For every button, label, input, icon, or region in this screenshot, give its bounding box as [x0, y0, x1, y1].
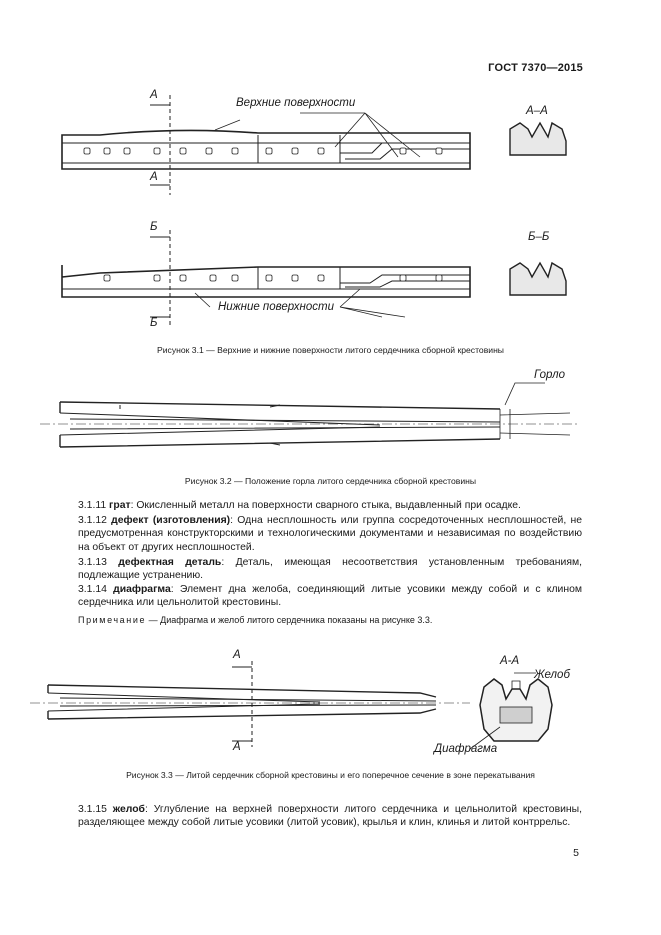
- section-aa-rail-drawing: [470, 673, 552, 749]
- section-mark-b-bottom: Б: [150, 317, 158, 329]
- page-number: 5: [573, 847, 579, 859]
- section-bb-label: Б–Б: [528, 231, 550, 243]
- figure-3-1: [0, 85, 661, 345]
- para-number: 3.1.11: [78, 500, 107, 511]
- section-aa-label: А–А: [526, 105, 548, 117]
- term: грат: [109, 500, 131, 511]
- para-number: 3.1.14: [78, 584, 107, 595]
- figure-3-3-drawing: [0, 645, 661, 767]
- rail-holes-top: [84, 148, 442, 154]
- label-lower-surfaces: Нижние поверхности: [218, 301, 335, 313]
- paragraph-3-1-11: [60, 499, 582, 512]
- document-header: ГОСТ 7370—2015: [488, 62, 583, 74]
- term: желоб: [112, 804, 145, 815]
- paragraph-3-1-12: [60, 514, 582, 554]
- label-throat: Горло: [534, 369, 566, 381]
- paragraph-3-1-15: [60, 803, 582, 830]
- section-bb-drawing: [510, 263, 566, 295]
- term: дефект (изготовления): [111, 515, 231, 526]
- label-upper-surfaces: Верхние поверхности: [236, 97, 356, 109]
- paragraph-3-1-14: [60, 583, 582, 610]
- definition: : Окисленный металл на поверхности сварного стыка, выдавленный при осадке.: [130, 500, 521, 511]
- definition: : Элемент дна желоба, соединяющий литые усовики между собой и с клином сердечника или цельнолитой крестовины.: [78, 584, 582, 609]
- section-aa-drawing: [510, 123, 566, 155]
- term: диафрагма: [113, 584, 171, 595]
- para-number: 3.1.12: [78, 515, 107, 526]
- paragraph-3-1-13: [60, 556, 582, 583]
- term: дефектная деталь: [118, 557, 222, 568]
- para-number: 3.1.13: [78, 557, 107, 568]
- note-label: Примечание: [78, 615, 147, 625]
- figure-3-3-caption: Рисунок 3.3 — Литой сердечник сборной крестовины и его поперечное сечение в зоне перекатывания: [126, 770, 535, 780]
- section-mark-a-top: А: [150, 89, 158, 101]
- section-mark-a-bottom: А: [233, 741, 241, 753]
- figure-3-3: [0, 645, 661, 767]
- section-mark-b-top: Б: [150, 221, 158, 233]
- figure-3-2-caption: Рисунок 3.2 — Положение горла литого сердечника сборной крестовины: [184, 476, 477, 486]
- definition: : Углубление на верхней поверхности литого сердечника и цельнолитой крестовины, разделяющее между собой литые усовики (литой усовик), крылья и клин, клинья и литой контррельс.: [78, 804, 582, 829]
- note-text: — Диафрагма и желоб литого сердечника показаны на рисунке 3.3.: [146, 615, 433, 625]
- figure-3-1-caption: Рисунок 3.1 — Верхние и нижние поверхности литого сердечника сборной крестовины: [157, 345, 504, 355]
- label-diaphragm: Диафрагма: [434, 743, 498, 755]
- section-mark-a-top: А: [233, 649, 241, 661]
- note: [78, 615, 432, 625]
- label-groove: Желоб: [534, 669, 570, 681]
- figure-3-2: [0, 365, 661, 470]
- para-number: 3.1.15: [78, 804, 107, 815]
- definition: : Одна несплошность или группа сосредоточенных несплошностей, не предусмотренная конструкторскими и технологическими документами и независимая по воздействию на объект от других несплошностей.: [78, 515, 582, 553]
- rail-holes-bottom: [104, 275, 442, 281]
- section-aa-label: А-А: [500, 655, 520, 667]
- section-mark-a-bottom: А: [150, 171, 158, 183]
- definition: : Деталь, имеющая несоответствия установленным требованиям, подлежащие устранению.: [78, 557, 582, 582]
